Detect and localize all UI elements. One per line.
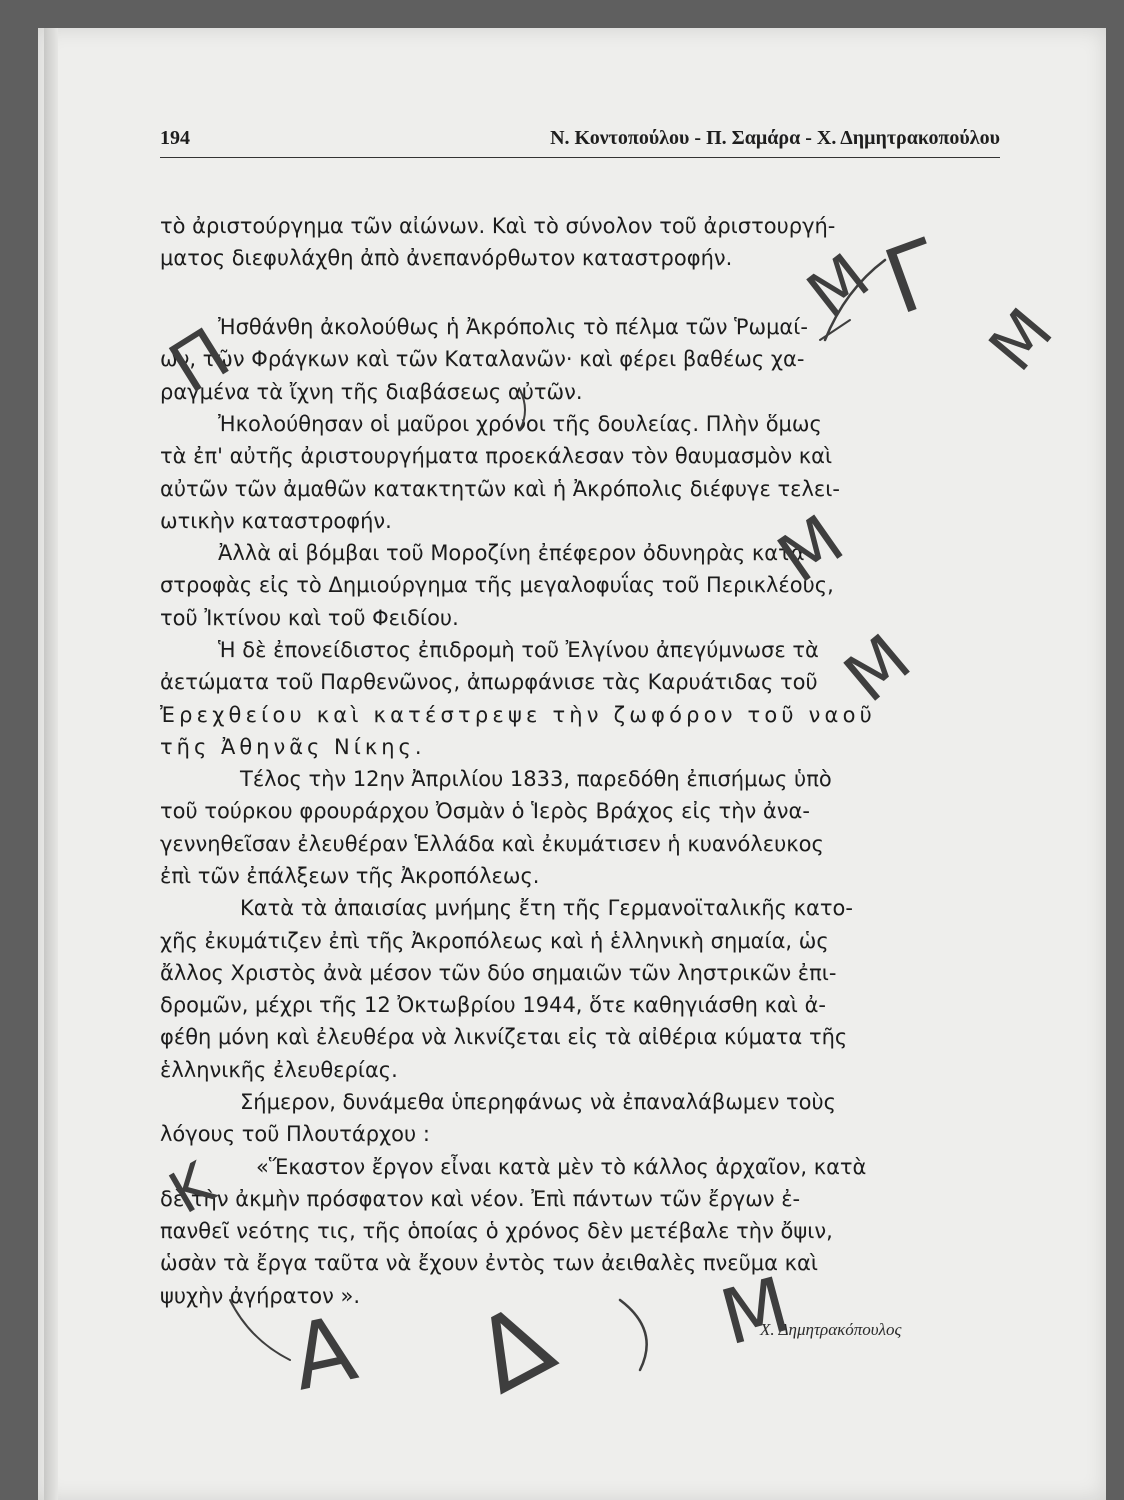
text-line: ὡσὰν τὰ ἔργα ταῦτα νὰ ἔχουν ἐντὸς των ἀειθαλὲς πνεῦμα καὶ: [160, 1251, 818, 1275]
page-edge-shadow: [44, 28, 58, 1500]
text-line: Κατὰ τὰ ἀπαισίας μνήμης ἔτη τῆς Γερμανοϊταλικῆς κατο-: [240, 896, 853, 920]
text-line: ων, τῶν Φράγκων καὶ τῶν Καταλανῶν· καὶ φέρει βαθέως χα-: [160, 347, 805, 371]
text-line: λόγους τοῦ Πλουτάρχου :: [160, 1122, 430, 1146]
text-line: πανθεῖ νεότης τις, τῆς ὁποίας ὁ χρόνος δὲν μετέβαλε τὴν ὄψιν,: [160, 1219, 833, 1243]
text-line: ἀετώματα τοῦ Παρθενῶνος, ἀπωρφάνισε τὰς Καρυάτιδας τοῦ: [160, 670, 818, 694]
handwritten-letter: Μ: [711, 1259, 799, 1363]
text-line: αὐτῶν τῶν ἀμαθῶν κατακτητῶν καὶ ἡ Ἀκρόπολις διέφυγε τελει-: [160, 477, 840, 501]
text-line: ψυχὴν ἀγήρατον ».: [160, 1284, 361, 1308]
handwritten-letter: Π: [155, 311, 244, 410]
handwritten-letter: Μ: [764, 500, 858, 599]
handwritten-letter: Μ: [794, 240, 884, 333]
running-head-authors: Ν. Κοντοπούλου - Π. Σαμάρα - Χ. Δημητρακοπούλου: [550, 127, 1000, 149]
text-line: τοῦ Ἰκτίνου καὶ τοῦ Φειδίου.: [160, 606, 459, 630]
text-line: τοῦ τούρκου φρουράρχου Ὀσμὰν ὁ Ἱερὸς Βράχος εἰς τὴν ἀνα-: [160, 799, 810, 823]
text-line: «Ἕκαστον ἔργον εἶναι κατὰ μὲν τὸ κάλλος ἀρχαῖον, κατὰ: [256, 1155, 867, 1179]
text-line: ἄλλος Χριστὸς ἀνὰ μέσον τῶν δύο σημαιῶν τῶν ληστρικῶν ἐπι-: [160, 961, 837, 985]
text-line: τῆς Ἀθηνᾶς Νίκης.: [160, 735, 426, 759]
text-line: ἑλληνικῆς ἐλευθερίας.: [160, 1058, 398, 1082]
text-line: δὲ τὴν ἀκμὴν πρόσφατον καὶ νέον. Ἐπὶ πάντων τῶν ἔργων ἐ-: [160, 1187, 801, 1211]
page-number: 194: [160, 127, 190, 149]
text-line: Σήμερον, δυνάμεθα ὑπερηφάνως νὰ ἐπαναλάβωμεν τοὺς: [240, 1090, 836, 1114]
text-line: Ἐρεχθείου καὶ κατέστρεψε τὴν ζωφόρον τοῦ ναοῦ: [160, 703, 876, 727]
text-line: ραγμένα τὰ ἴχνη τῆς διαβάσεως αὐτῶν.: [160, 380, 583, 404]
handwritten-letter: Γ: [871, 219, 955, 336]
text-line: στροφὰς εἰς τὸ Δημιούργημα τῆς μεγαλοφυΐας τοῦ Περικλέους,: [160, 573, 834, 597]
text-line: τὰ ἐπ' αὐτῆς ἀριστουργήματα προεκάλεσαν τὸν θαυμασμὸν καὶ: [160, 444, 833, 468]
text-line: Τέλος τὴν 12ην Ἀπριλίου 1833, παρεδόθη ἐπισήμως ὑπὸ: [240, 767, 832, 791]
handwritten-letter: Μ: [975, 295, 1068, 386]
handwritten-letter: Κ: [158, 1149, 225, 1228]
text-line: ματος διεφυλάχθη ἀπὸ ἀνεπανόρθωτον καταστροφήν.: [160, 246, 733, 270]
text-line: γεννηθεῖσαν ἐλευθέραν Ἑλλάδα καὶ ἐκυμάτισεν ἡ κυανόλευκος: [160, 832, 824, 856]
text-line: δρομῶν, μέχρι τῆς 12 Ὀκτωβρίου 1944, ὅτε καθηγιάσθη καὶ ἀ-: [160, 993, 826, 1017]
handwritten-letter: Α: [282, 1296, 365, 1412]
text-line: Ἠσθάνθη ἀκολούθως ἡ Ἀκρόπολις τὸ πέλμα τῶν Ῥωμαί-: [218, 315, 808, 339]
text-line: Ἠκολούθησαν οἱ μαῦροι χρόνοι τῆς δουλείας. Πλὴν ὅμως: [218, 412, 822, 436]
text-line: χῆς ἐκυμάτιζεν ἐπὶ τῆς Ἀκροπόλεως καὶ ἡ ἑλληνικὴ σημαία, ὡς: [160, 929, 829, 953]
handwritten-letter: Δ: [456, 1280, 572, 1417]
running-header: [160, 127, 1000, 158]
text-line: Ἀλλὰ αἱ βόμβαι τοῦ Μοροζίνη ἐπέφερον ὀδυνηρὰς κατα-: [218, 541, 813, 565]
text-line: τὸ ἀριστούργημα τῶν αἰώνων. Καὶ τὸ σύνολον τοῦ ἀριστουργή-: [160, 214, 836, 238]
text-line: Ἡ δὲ ἐπονείδιστος ἐπιδρομὴ τοῦ Ἐλγίνου ἀπεγύμνωσε τὰ: [218, 638, 819, 662]
author-signature: Χ. Δημητρακόπουλος: [760, 1320, 902, 1339]
handwritten-letter: Μ: [830, 619, 926, 719]
text-line: φέθη μόνη καὶ ἐλευθέρα νὰ λικνίζεται εἰς τὰ αἰθέρια κύματα τῆς: [160, 1025, 848, 1049]
text-line: ωτικὴν καταστροφήν.: [160, 509, 392, 533]
text-line: ἐπὶ τῶν ἐπάλξεων τῆς Ἀκροπόλεως.: [160, 864, 540, 888]
